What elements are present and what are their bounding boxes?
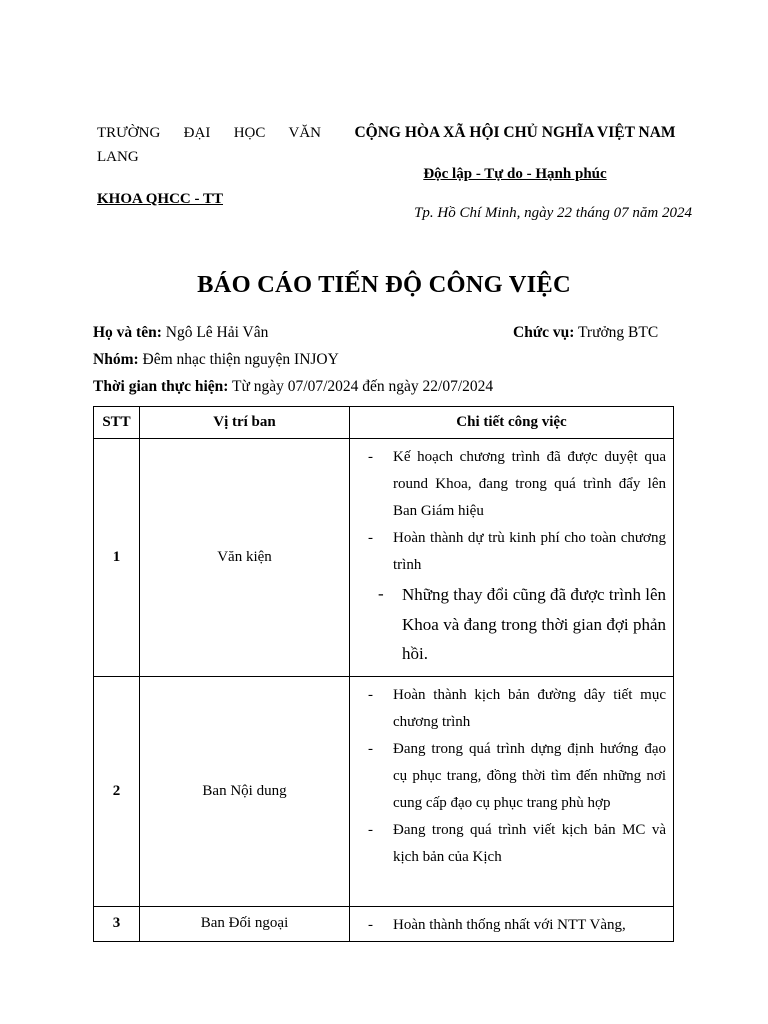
table-row [94, 439, 674, 677]
table-row [94, 906, 674, 941]
row-details [350, 906, 674, 941]
info-position [513, 320, 658, 346]
info-role-value: Trưởng BTC [574, 324, 659, 341]
report-title: BÁO CÁO TIẾN ĐỘ CÔNG VIỆC [197, 271, 571, 298]
nation-title: CỘNG HÒA XÃ HỘI CHỦ NGHĨA VIỆT NAM [354, 124, 676, 141]
school-name [97, 121, 321, 169]
detail-item [368, 736, 666, 817]
national-motto: Độc lập - Tự do - Hạnh phúc [423, 166, 607, 182]
detail-text: Đang trong quá trình dựng định hướng đạo cụ phục trang, đồng thời tìm đến những nơi cung cấp đạo cụ phục trang phù hợp [393, 740, 666, 811]
row-stt: 1 [94, 439, 140, 677]
detail-text: Hoàn thành thống nhất với NTT Vàng, [393, 916, 626, 933]
task-table [93, 406, 674, 942]
dash-bullet: - [368, 740, 373, 757]
dash-bullet: - [368, 449, 373, 465]
row-position: Ban Đối ngoại [140, 906, 350, 941]
place-date: Tp. Hồ Chí Minh, ngày 22 tháng 07 năm 2024 [414, 205, 692, 221]
info-group [93, 347, 339, 373]
header-stt: STT [94, 407, 140, 439]
row-stt: 3 [94, 906, 140, 941]
detail-item [368, 912, 666, 939]
info-name-value: Ngô Lê Hải Vân [161, 324, 269, 341]
row-details [350, 676, 674, 906]
info-full-name [93, 320, 268, 346]
info-time-value: Từ ngày 07/07/2024 đến ngày 22/07/2024 [228, 378, 494, 395]
detail-text: Hoàn thành kịch bản đường dây tiết mục chương trình [393, 686, 666, 730]
row-details [350, 439, 674, 677]
school-name-line2: LANG [97, 149, 139, 165]
detail-item [368, 579, 666, 669]
detail-item [368, 817, 666, 871]
row-position: Ban Nội dung [140, 676, 350, 906]
info-group-value: Đêm nhạc thiện nguyện INJOY [138, 351, 339, 368]
detail-text: Những thay đổi cũng đã được trình lên Khoa và đang trong thời gian đợi phản hồi. [402, 585, 666, 663]
header-details: Chi tiết công việc [350, 407, 674, 439]
info-role-label: Chức vụ: [513, 324, 575, 341]
detail-text: Kế hoạch chương trình đã được duyệt qua round Khoa, đang trong quá trình đẩy lên Ban Giám hiệu [393, 449, 666, 519]
info-group-label: Nhóm: [93, 351, 139, 368]
faculty-name: KHOA QHCC - TT [97, 191, 223, 207]
detail-item [368, 682, 666, 736]
detail-text: Hoàn thành dự trù kinh phí cho toàn chương trình [393, 530, 666, 573]
row-stt: 2 [94, 676, 140, 906]
dash-bullet: - [368, 530, 373, 546]
info-name-label: Họ và tên: [93, 324, 162, 341]
row-position: Văn kiện [140, 439, 350, 677]
detail-text: Đang trong quá trình viết kịch bản MC và kịch bản của Kịch [393, 821, 666, 865]
dash-bullet: - [368, 821, 373, 838]
detail-item [368, 444, 666, 525]
dash-bullet: - [368, 686, 373, 703]
detail-item [368, 525, 666, 579]
dash-bullet: - [378, 584, 384, 603]
table-row [94, 676, 674, 906]
info-time-label: Thời gian thực hiện: [93, 378, 229, 395]
header-position: Vị trí ban [140, 407, 350, 439]
table-header-row [94, 407, 674, 439]
info-time-range [93, 374, 493, 400]
school-name-line1: TRƯỜNG ĐẠI HỌC VĂN [97, 125, 321, 141]
dash-bullet: - [368, 916, 373, 933]
